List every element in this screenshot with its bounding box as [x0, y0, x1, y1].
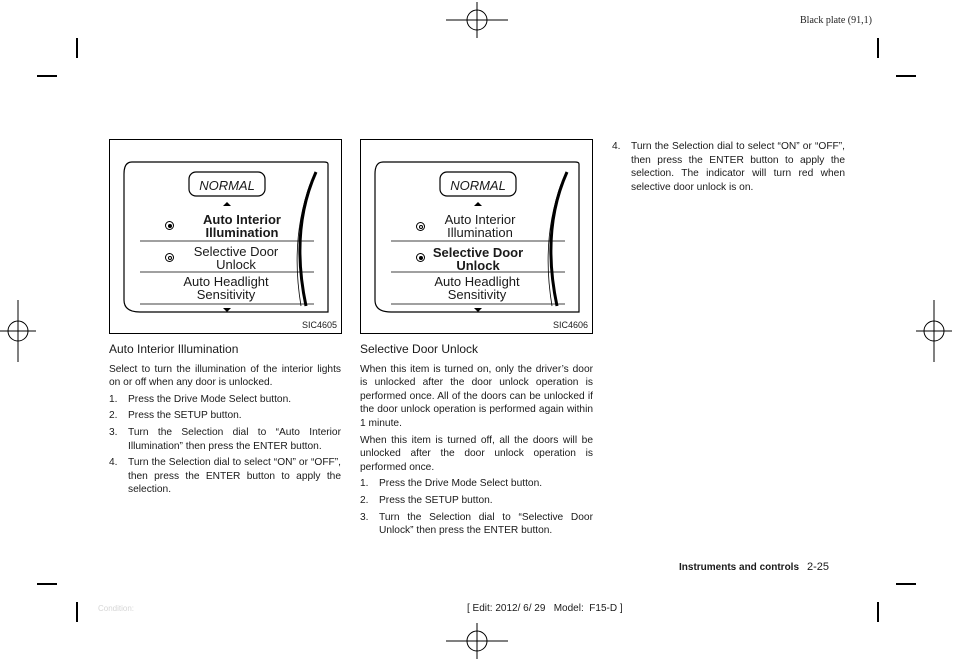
section-paragraph: When this item is turned on, only the driver’s door is unlocked after the door unlock operation is performed once. All of the doors can be unlocked if the door unlock operation is performed again within 1 minute.: [360, 363, 593, 429]
section-title: Instruments and controls: [679, 562, 800, 573]
page-footer: [679, 561, 829, 573]
crop-mark: [896, 75, 916, 77]
registration-mark-top: [446, 2, 508, 38]
list-item: 2. Press the SETUP button.: [109, 410, 242, 422]
page-number: 2-25: [807, 561, 830, 573]
menu-item-auto-interior: Auto Interior Illumination: [444, 212, 516, 240]
section-heading: Auto Interior Illumination: [109, 342, 239, 356]
menu-item-auto-headlight: Auto Headlight Sensitivity: [434, 274, 520, 302]
crop-mark: [76, 602, 78, 622]
list-item: 3. Turn the Selection dial to “Auto Interior Illumination” then press the ENTER button.: [109, 426, 341, 452]
option-ring-icon: [165, 253, 174, 262]
list-item: 4. Turn the Selection dial to select “ON” or “OFF”, then press the ENTER button to apply the selection. The indicator will turn red when selective door unlock is on.: [612, 141, 845, 193]
steps-list: [109, 393, 341, 497]
menu-item-auto-headlight: Auto Headlight Sensitivity: [183, 274, 269, 302]
crop-mark: [37, 583, 57, 585]
crop-mark: [896, 583, 916, 585]
registration-mark-left: [0, 300, 36, 362]
column-auto-interior: [109, 343, 341, 500]
crop-mark: [76, 38, 78, 58]
list-item: 4. Turn the Selection dial to select “ON” or “OFF”, then press the ENTER button to apply the selection.: [109, 457, 341, 496]
plate-label: Black plate (91,1): [800, 15, 872, 26]
list-item: 3. Turn the Selection dial to “Selective Door Unlock” then press the ENTER button.: [360, 511, 593, 537]
figure-selective-door: [360, 139, 593, 334]
list-item: 2. Press the SETUP button.: [360, 494, 493, 506]
condition-label: Condition:: [98, 604, 135, 613]
list-item: 1. Press the Drive Mode Select button.: [109, 393, 292, 405]
steps-list: [612, 140, 845, 194]
crop-mark: [877, 38, 879, 58]
selected-marker-icon: [165, 221, 174, 230]
section-intro: Select to turn the illumination of the interior lights on or off when any door is unlocked.: [109, 363, 341, 389]
menu-item-selective-door: Selective Door Unlock: [193, 244, 279, 272]
mode-label: NORMAL: [199, 178, 255, 193]
crop-mark: [877, 602, 879, 622]
column-selective-door: [360, 343, 593, 541]
registration-mark-bottom: [446, 623, 508, 659]
figure-code: SIC4606: [552, 320, 588, 330]
column-continued: [612, 140, 845, 197]
edit-info: [ Edit: 2012/ 6/ 29 Model: F15-D ]: [467, 603, 623, 614]
menu-item-selective-door: Selective Door Unlock: [432, 245, 524, 273]
list-item: 1. Press the Drive Mode Select button.: [360, 478, 543, 490]
figure-code: SIC4605: [301, 320, 337, 330]
menu-item-auto-interior: Auto Interior Illumination: [203, 212, 281, 240]
section-paragraph: When this item is turned off, all the doors will be unlocked after the door unlock operation is performed once.: [360, 434, 593, 473]
registration-mark-right: [916, 300, 952, 362]
steps-list: [360, 477, 593, 537]
crop-mark: [37, 75, 57, 77]
figure-auto-interior: [109, 139, 342, 334]
section-heading: Selective Door Unlock: [360, 342, 479, 356]
mode-label: NORMAL: [450, 178, 506, 193]
